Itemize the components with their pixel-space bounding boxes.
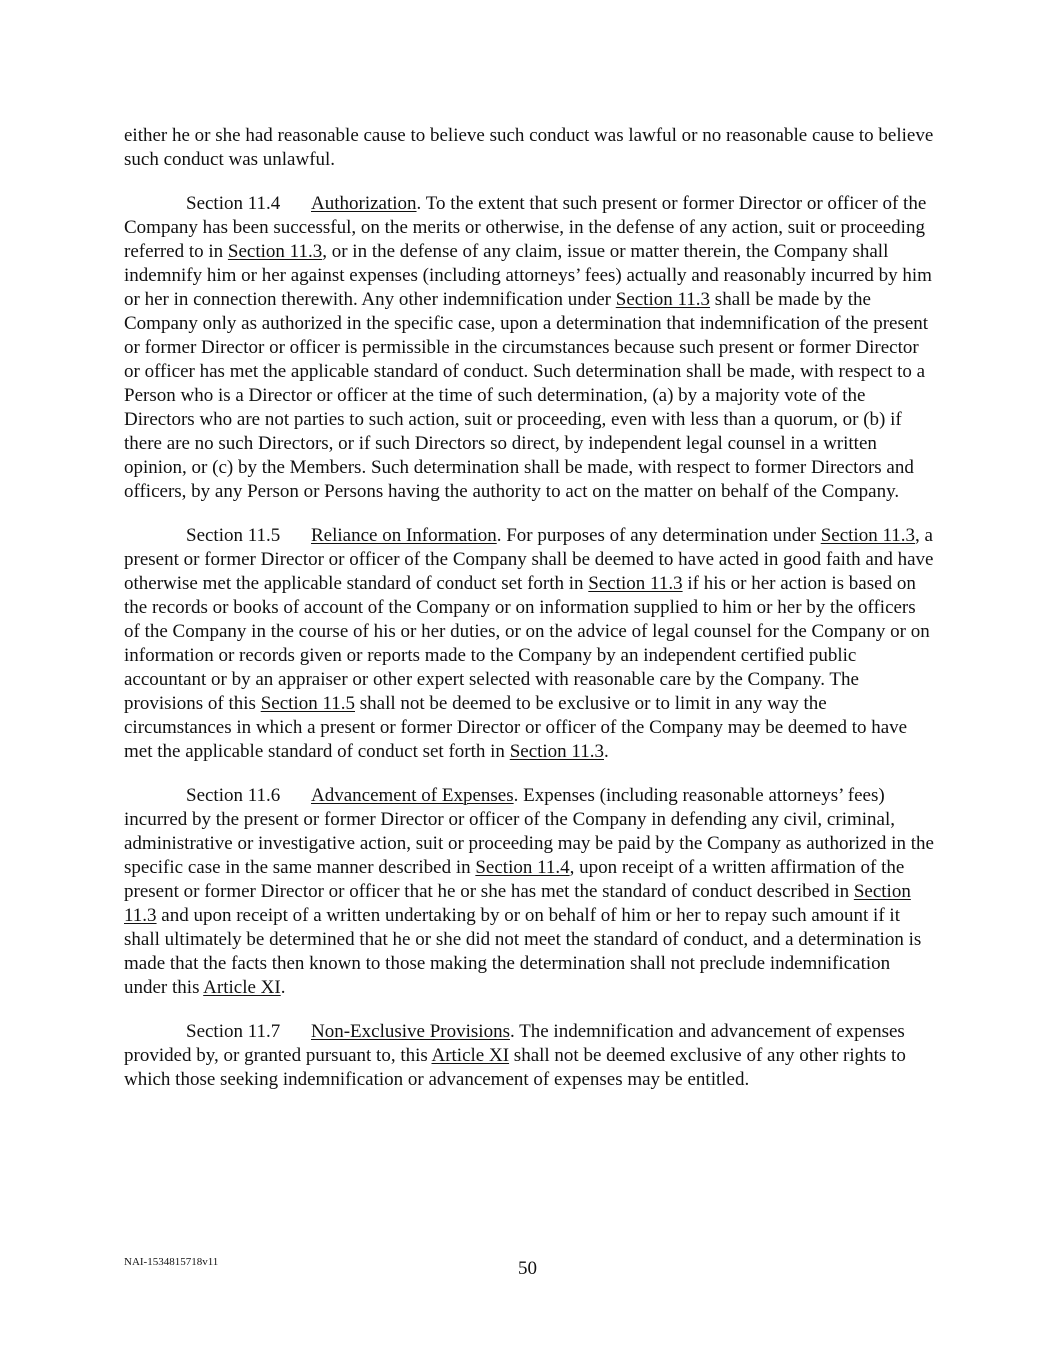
cross-reference: Section 11.3 bbox=[588, 573, 683, 594]
section-text: . bbox=[280, 977, 286, 998]
paragraph-continuation bbox=[124, 124, 936, 172]
section-text: shall not be deemed exclusive of any other rights to which those seeking indemnification or advancement of expenses may be entitled. bbox=[124, 1045, 906, 1090]
cross-reference: Section 11.3 bbox=[820, 525, 915, 546]
cross-reference: Section 11.3 bbox=[509, 741, 604, 762]
cross-reference: Article XI bbox=[431, 1045, 510, 1066]
cross-reference: Section 11.3 bbox=[227, 241, 323, 262]
section-number: Section 11.5 bbox=[186, 525, 281, 546]
document-id: NAI-1534815718v11 bbox=[124, 1256, 219, 1268]
section-text: shall not be deemed to be exclusive or to limit in any way the circumstances in which a present or former Director or officer of the Company may be deemed to have met the applicable standard of conduct set forth in bbox=[124, 693, 908, 762]
section-text: and upon receipt of a written undertaking by or on behalf of him or her to repay such amount if it shall ultimately be determined that he or she did not meet the standard of conduct, and a determination is made that the facts then known to those making the determination shall not preclude indemnification under this bbox=[124, 905, 922, 998]
section-text: . bbox=[603, 741, 609, 762]
section-heading: Reliance on Information bbox=[311, 525, 497, 546]
section-text: if his or her action is based on the records or books of account of the Company or on information supplied to him or her by the officers of the Company in the course of his or her duties, or on the advice of legal counsel for the Company or on information or records given or reports made to the Company by an independent certified public accountant or by an appraiser or other expert selected with reasonable care by the Company. The provisions of this bbox=[124, 573, 930, 714]
section-11-4 bbox=[124, 192, 936, 504]
cross-reference: Article XI bbox=[203, 977, 281, 998]
cross-reference: Section 11.3 bbox=[615, 289, 711, 310]
section-11-7 bbox=[124, 1020, 936, 1092]
cross-reference: Section 11.3 bbox=[124, 881, 911, 926]
page-number: 50 bbox=[518, 1258, 537, 1279]
section-text: , upon receipt of a written affirmation of the present or former Director or officer that he or she has met the standard of conduct described in bbox=[124, 857, 905, 902]
document-body bbox=[124, 124, 936, 1112]
section-heading: Advancement of Expenses bbox=[311, 785, 514, 806]
section-text: . To the extent that such present or former Director or officer of the Company has been successful, on the merits or otherwise, in the defense of any action, suit or proceeding referred to in bbox=[124, 193, 927, 262]
section-text: . Expenses (including reasonable attorneys’ fees) incurred by the present or former Director or officer of the Company in defending any civil, criminal, administrative or investigative action, suit or proceeding may be paid by the Company as authorized in the specific case in the same manner described in bbox=[124, 785, 934, 878]
section-11-5 bbox=[124, 524, 936, 764]
section-heading: Non-Exclusive Provisions bbox=[311, 1021, 510, 1042]
continuation-text: either he or she had reasonable cause to believe such conduct was lawful or no reasonable cause to believe such conduct was unlawful. bbox=[124, 125, 934, 170]
section-text: . For purposes of any determination under bbox=[496, 525, 821, 546]
section-text: . The indemnification and advancement of expenses provided by, or granted pursuant to, this bbox=[124, 1021, 905, 1066]
section-number: Section 11.6 bbox=[186, 785, 281, 806]
section-number: Section 11.4 bbox=[186, 193, 281, 214]
section-11-6 bbox=[124, 784, 936, 1000]
section-number: Section 11.7 bbox=[186, 1021, 281, 1042]
cross-reference: Section 11.4 bbox=[475, 857, 570, 878]
section-text: , a present or former Director or officer of the Company shall be deemed to have acted in good faith and have otherwise met the applicable standard of conduct set forth in bbox=[124, 525, 934, 594]
section-text: shall be made by the Company only as authorized in the specific case, upon a determination that indemnification of the present or former Director or officer is permissible in the circumstances because such present or former Director or officer has met the applicable standard of conduct. Such determination shall be made, with respect to a Person who is a Director or officer at the time of such determination, (a) by a majority vote of the Directors who are not parties to such action, suit or proceeding, even with less than a quorum, or (b) if there are no such Directors, or if such Directors so direct, by independent legal counsel in a written opinion, or (c) by the Members. Such determination shall be made, with respect to former Directors and officers, by any Person or Persons having the authority to act on the matter on behalf of the Company. bbox=[124, 289, 929, 502]
section-text: , or in the defense of any claim, issue or matter therein, the Company shall indemnify him or her against expenses (including attorneys’ fees) actually and reasonably incurred by him or her in connection therewith. Any other indemnification under bbox=[124, 241, 932, 310]
cross-reference: Section 11.5 bbox=[260, 693, 355, 714]
section-heading: Authorization bbox=[311, 193, 417, 214]
